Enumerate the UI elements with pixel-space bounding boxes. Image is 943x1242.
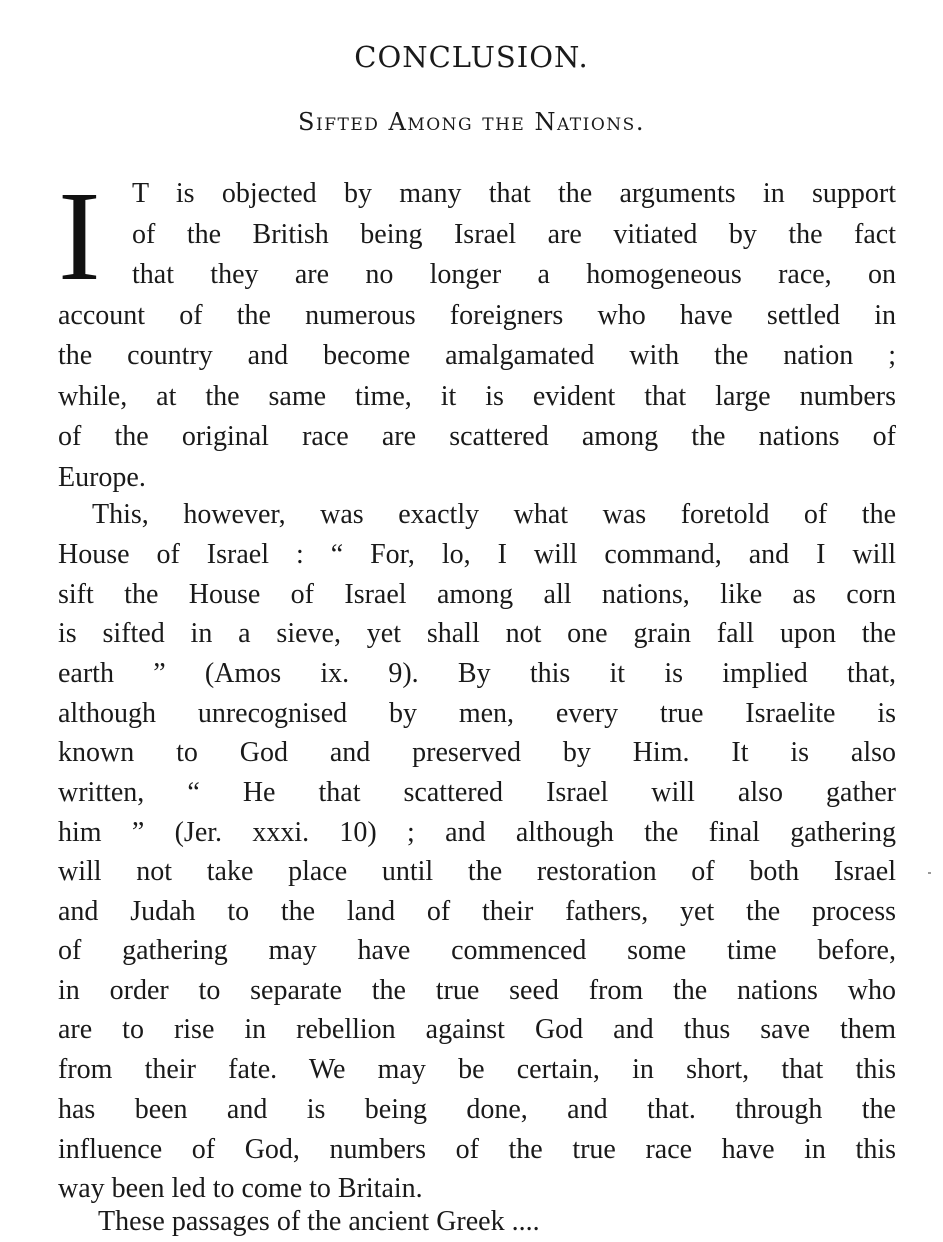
text-line: House of Israel : “ For, lo, I will command, and I will [58,539,896,570]
text-line: in order to separate the true seed from the nations who [58,975,896,1006]
text-line: that they are no longer a homogeneous race, on [132,259,896,290]
drop-cap: I [58,165,101,307]
text-line: is sifted in a sieve, yet shall not one grain fall upon the [58,618,896,649]
text-line: the country and become amalgamated with the nation ; [58,340,896,371]
section-subheading: Sifted Among the Nations. [298,108,645,136]
text-line: This, however, was exactly what was foretold of the [92,499,896,530]
text-line: although unrecognised by men, every true Israelite is [58,698,896,729]
text-line: and Judah to the land of their fathers, yet the process [58,896,896,927]
text-line: Europe. [58,462,146,493]
truncated-next-line: These passages of the ancient Greek .... [98,1206,540,1237]
text-line: written, “ He that scattered Israel will also gather [58,777,896,808]
text-line: of the British being Israel are vitiated by the fact [132,219,896,250]
text-line: influence of God, numbers of the true race have in this [58,1134,896,1165]
text-line: earth ” (Amos ix. 9). By this it is implied that, [58,658,896,689]
text-line: of gathering may have commenced some time before, [58,935,896,966]
text-line: sift the House of Israel among all nations, like as corn [58,579,896,610]
text-line: while, at the same time, it is evident that large numbers [58,381,896,412]
page-speck [928,872,931,874]
text-line: him ” (Jer. xxxi. 10) ; and although the final gathering [58,817,896,848]
text-line: from their fate. We may be certain, in short, that this [58,1054,896,1085]
text-line: will not take place until the restoration of both Israel [58,856,896,887]
text-line: T is objected by many that the arguments in support [132,178,896,209]
text-line: way been led to come to Britain. [58,1173,423,1204]
chapter-heading: CONCLUSION. [354,40,589,74]
text-line: known to God and preserved by Him. It is also [58,737,896,768]
text-line: has been and is being done, and that. through the [58,1094,896,1125]
text-line: account of the numerous foreigners who have settled in [58,300,896,331]
text-line: are to rise in rebellion against God and thus save them [58,1014,896,1045]
text-line: of the original race are scattered among the nations of [58,421,896,452]
